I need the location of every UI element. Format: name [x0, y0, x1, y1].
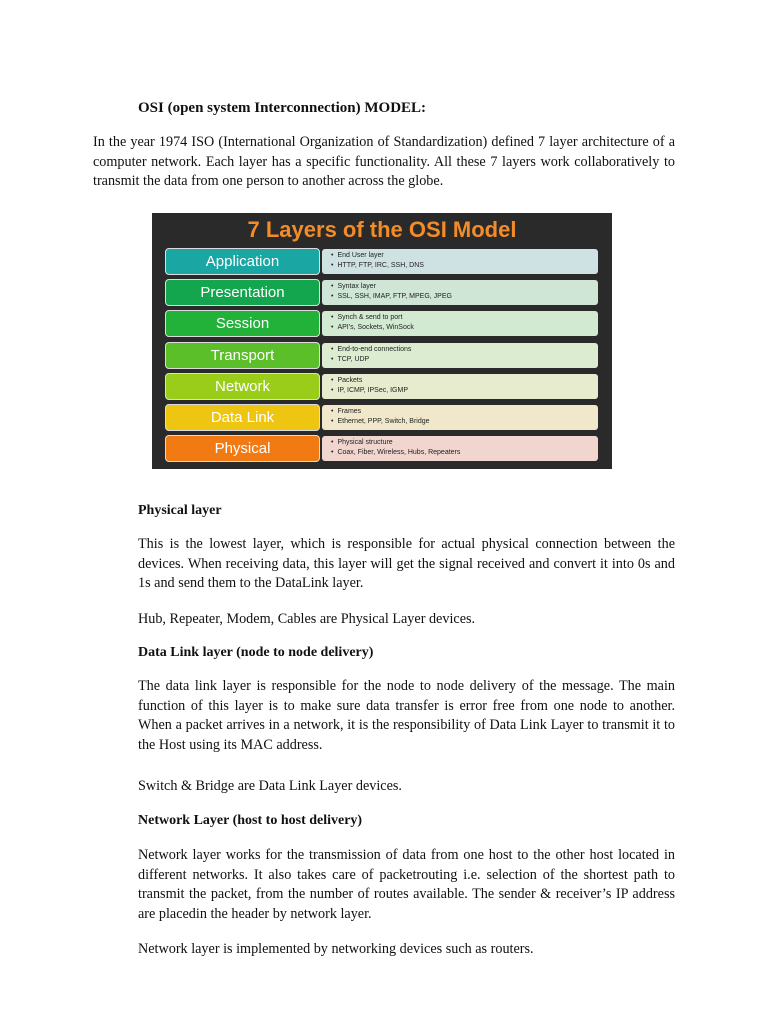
- layer-desc-line: • Synch & send to port: [331, 311, 598, 323]
- layer-desc-line: • Coax, Fiber, Wireless, Hubs, Repeaters: [331, 448, 598, 458]
- physical-layer-devices: Hub, Repeater, Modem, Cables are Physical Layer devices.: [138, 611, 476, 627]
- layer-row-data-link: [165, 404, 599, 431]
- layer-description: [322, 405, 598, 430]
- layer-name: Data Link: [165, 404, 320, 431]
- layer-name: Presentation: [165, 279, 320, 306]
- layer-desc-line: • API's, Sockets, WinSock: [331, 323, 598, 333]
- physical-layer-title: Physical layer: [138, 503, 222, 518]
- layer-description: [322, 249, 598, 274]
- layer-desc-line: • Physical structure: [331, 436, 598, 448]
- intro-paragraph: In the year 1974 ISO (International Organization of Standardization) defined 7 layer architecture of a computer network. Each layer has a specific functionality. All these 7 layers work collaboratively to transmit the data from one person to another across the globe.: [93, 134, 675, 189]
- layer-desc-line: • End User layer: [331, 249, 598, 261]
- layer-desc-line: • Ethernet, PPP, Switch, Bridge: [331, 417, 598, 427]
- network-layer-paragraph: Network layer works for the transmission of data from one host to the other host located in different networks. It also takes care of packetrouting i.e. selection of the shortest path to transmit the packet, from the number of routes available. The sender & receiver’s IP address are placedin the header by network layer.: [138, 847, 675, 922]
- layer-desc-line: • HTTP, FTP, IRC, SSH, DNS: [331, 261, 598, 271]
- layer-desc-line: • End-to-end connections: [331, 343, 598, 355]
- layer-row-network: [165, 373, 599, 400]
- layer-row-application: [165, 248, 599, 275]
- layer-desc-line: • SSL, SSH, IMAP, FTP, MPEG, JPEG: [331, 292, 598, 302]
- layer-name: Application: [165, 248, 320, 275]
- layer-name: Physical: [165, 435, 320, 462]
- layer-description: [322, 436, 598, 461]
- data-link-layer-title: Data Link layer (node to node delivery): [138, 645, 374, 660]
- layer-description: [322, 311, 598, 336]
- figure-title: 7 Layers of the OSI Model: [247, 217, 517, 242]
- page-heading: OSI (open system Interconnection) MODEL:: [138, 100, 427, 116]
- physical-layer-paragraph: This is the lowest layer, which is responsible for actual physical connection between the devices. When receiving data, this layer will get the signal received and convert it into 0s and 1s and send them to the DataLink layer.: [138, 536, 675, 591]
- layer-description: [322, 374, 598, 399]
- layer-desc-line: • TCP, UDP: [331, 355, 598, 365]
- data-link-layer-paragraph: The data link layer is responsible for the node to node delivery of the message. The main function of this layer is to make sure data transfer is error free from one node to another. When a packet arrives in a network, it is the responsibility of Data Link Layer to transmit it to the Host using its MAC address.: [138, 678, 675, 753]
- layer-desc-line: • IP, ICMP, IPSec, IGMP: [331, 386, 598, 396]
- osi-model-figure: [152, 213, 612, 469]
- layer-name: Transport: [165, 342, 320, 369]
- layer-row-physical: [165, 435, 599, 462]
- layer-row-transport: [165, 342, 599, 369]
- layer-name: Session: [165, 310, 320, 337]
- layer-description: [322, 280, 598, 305]
- layer-desc-line: • Frames: [331, 405, 598, 417]
- layer-name: Network: [165, 373, 320, 400]
- network-layer-title: Network Layer (host to host delivery): [138, 813, 363, 828]
- layer-desc-line: • Syntax layer: [331, 280, 598, 292]
- data-link-layer-devices: Switch & Bridge are Data Link Layer devices.: [138, 778, 402, 794]
- layer-row-session: [165, 310, 599, 337]
- layer-description: [322, 343, 598, 368]
- network-layer-devices: Network layer is implemented by networking devices such as routers.: [138, 941, 534, 957]
- layer-desc-line: • Packets: [331, 374, 598, 386]
- layer-row-presentation: [165, 279, 599, 306]
